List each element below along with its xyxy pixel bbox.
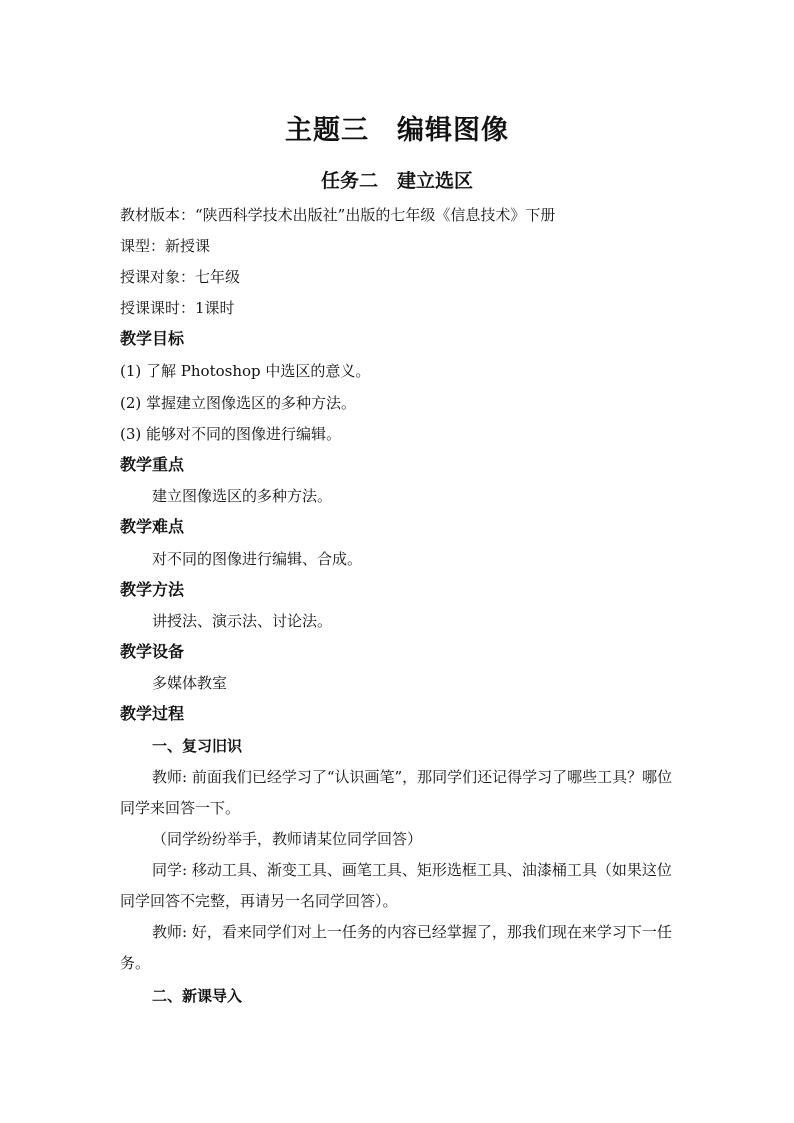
process-heading: 教学过程	[120, 704, 185, 723]
methods-heading: 教学方法	[120, 580, 185, 599]
key-points-heading: 教学重点	[120, 455, 185, 474]
equipment-text: 多媒体教室	[152, 674, 228, 692]
document-subtitle: 任务二 建立选区	[320, 170, 473, 192]
process-paragraph: 同学: 移动工具、渐变工具、画笔工具、矩形选框工具、油漆桶工具（如果这位同学回答不完整，再请另一名同学回答）。	[120, 861, 672, 910]
process-paragraph: （同学纷纷举手，教师请某位同学回答）	[152, 830, 423, 848]
info-edition: 教材版本：“陕西科学技术出版社”出版的七年级《信息技术》下册	[120, 206, 556, 224]
document-title: 主题三 编辑图像	[285, 115, 509, 146]
methods-text: 讲授法、演示法、讨论法。	[152, 612, 333, 630]
objective-item: (2) 掌握建立图像选区的多种方法。	[120, 394, 357, 412]
info-lesson-type: 课型：新授课	[120, 237, 211, 255]
objectives-heading: 教学目标	[120, 329, 185, 348]
objective-item: (3) 能够对不同的图像进行编辑。	[120, 425, 342, 443]
process-paragraph: 教师: 好，看来同学们对上一任务的内容已经掌握了，那我们现在来学习下一任务。	[120, 923, 672, 972]
info-duration: 授课课时：1课时	[120, 299, 235, 317]
difficulties-text: 对不同的图像进行编辑、合成。	[152, 550, 363, 568]
process-subheading: 二、新课导入	[152, 987, 243, 1005]
difficulties-heading: 教学难点	[120, 517, 185, 536]
objective-item: (1) 了解 Photoshop 中选区的意义。	[120, 362, 371, 380]
process-paragraph: 教师: 前面我们已经学习了“认识画笔”，那同学们还记得学习了哪些工具？哪位同学来回答一下。	[120, 768, 673, 817]
equipment-heading: 教学设备	[120, 642, 185, 661]
info-audience: 授课对象：七年级	[120, 268, 241, 286]
process-subheading: 一、复习旧识	[152, 737, 243, 755]
key-points-text: 建立图像选区的多种方法。	[152, 487, 333, 505]
